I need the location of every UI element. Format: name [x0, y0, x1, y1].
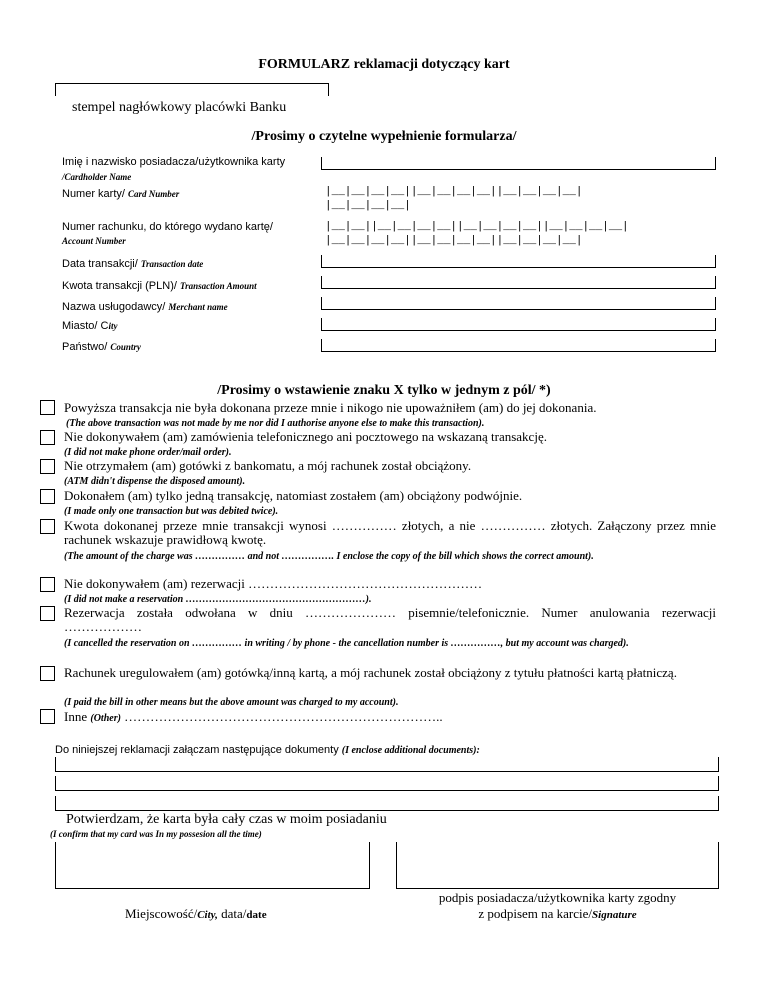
option-7-text: Rezerwacja została odwołana w dniu ………………… pisemnie/telefonicznie. Numer anulowania rezerwacji ………………	[64, 605, 716, 634]
form-title: FORMULARZ reklamacji dotyczący kart	[258, 57, 510, 72]
option-9-checkbox[interactable]	[40, 709, 55, 724]
option-1-checkbox[interactable]	[40, 400, 55, 415]
option-5-text: Kwota dokonanej przeze mnie transakcji wynosi …………… złotych, a nie …………… złotych. Załączony przez mnie rachunek wskazuje prawidłową kwotę.	[64, 518, 716, 547]
option-6-checkbox[interactable]	[40, 577, 55, 592]
attachment-line-1[interactable]	[55, 757, 719, 772]
option-7-text-en: (I cancelled the reservation on …………… in writing / by phone - the cancellation number is ……………, but my account was charged).	[64, 638, 629, 649]
signature-line-2: z podpisem na karcie/Signature	[478, 906, 637, 921]
option-3-text: Nie otrzymałem (am) gotówki z bankomatu, a mój rachunek został obciążony.	[64, 458, 472, 473]
option-2-text-en: (I did not make phone order/mail order).	[64, 447, 232, 458]
date-field[interactable]	[321, 255, 716, 268]
option-1-text-en: (The above transaction was not made by me nor did I authorise anyone else to make this transaction).	[66, 418, 485, 429]
option-1-text: Powyższa transakcja nie była dokonana przeze mnie i nikogo nie upoważniłem (am) do jej dokonania.	[64, 400, 597, 415]
card-number-digits[interactable]: |__|__|__|__||__|__|__|__||__|__|__|__|	[325, 186, 583, 198]
cardholder-field[interactable]	[321, 157, 716, 170]
option-4-checkbox[interactable]	[40, 489, 55, 504]
merchant-field[interactable]	[321, 297, 716, 310]
option-8-checkbox[interactable]	[40, 666, 55, 681]
option-9-text: Inne (Other) ………………………………………………………………..	[64, 709, 443, 724]
option-5-text-en: (The amount of the charge was …………… and not ……………. I enclose the copy of the bill which shows the correct amount).	[64, 551, 594, 562]
card-number-label: Numer karty/ Card Number	[62, 188, 180, 200]
option-8-text-en: (I paid the bill in other means but the above amount was charged to my account).	[64, 697, 399, 708]
option-5-checkbox[interactable]	[40, 519, 55, 534]
option-4-text: Dokonałem (am) tylko jedną transakcję, natomiast zostałem (am) obciążony podwójnie.	[64, 488, 523, 503]
city-field[interactable]	[321, 318, 716, 331]
country-field[interactable]	[321, 339, 716, 352]
city-label: Miasto/ City	[62, 320, 118, 332]
option-3-text-en: (ATM didn't dispense the disposed amount).	[64, 476, 246, 487]
option-7-checkbox[interactable]	[40, 606, 55, 621]
stamp-label: stempel nagłówkowy placówki Banku	[72, 100, 287, 115]
confirm-text-en: (I confirm that my card was In my possesion all the time)	[50, 829, 262, 839]
account-label-en: Account Number	[62, 236, 126, 246]
merchant-label: Nazwa usługodawcy/ Merchant name	[62, 301, 228, 313]
account-label: Numer rachunku, do którego wydano kartę/	[62, 221, 273, 233]
date-label: Data transakcji/ Transaction date	[62, 258, 204, 270]
cardholder-label-en: /Cardholder Name	[62, 172, 132, 182]
option-2-checkbox[interactable]	[40, 430, 55, 445]
card-number-digits-2[interactable]: |__|__|__|__|	[325, 200, 411, 212]
place-date-label: Miejscowość/City, data/date	[125, 906, 267, 921]
attachment-line-2[interactable]	[55, 776, 719, 791]
attachment-line-3[interactable]	[55, 796, 719, 811]
signature-box[interactable]	[396, 842, 719, 889]
attachments-label: Do niniejszej reklamacji załączam następujące dokumenty (I enclose additional documents):	[55, 744, 480, 756]
account-digits[interactable]: |__|__||__|__|__|__||__|__|__|__||__|__|__|__|	[325, 221, 629, 233]
option-8-text: Rachunek uregulowałem (am) gotówką/inną kartą, a mój rachunek został obciążony z tytułu płatności kartą płatniczą.	[64, 665, 677, 680]
signature-line-1: podpis posiadacza/użytkownika karty zgodny	[438, 890, 677, 905]
form-subtitle: /Prosimy o czytelne wypełnienie formularza/	[251, 129, 517, 144]
place-date-box[interactable]	[55, 842, 370, 889]
amount-label: Kwota transakcji (PLN)/ Transaction Amount	[62, 280, 257, 292]
account-digits-2[interactable]: |__|__|__|__||__|__|__|__||__|__|__|__|	[325, 235, 583, 247]
option-6-text: Nie dokonywałem (am) rezerwacji ………………………………………………	[64, 576, 483, 591]
options-title: /Prosimy o wstawienie znaku X tylko w jednym z pól/ *)	[217, 383, 551, 398]
cardholder-label: Imię i nazwisko posiadacza/użytkownika karty	[62, 156, 286, 168]
amount-field[interactable]	[321, 276, 716, 289]
confirm-text: Potwierdzam, że karta była cały czas w moim posiadaniu	[66, 812, 387, 827]
option-6-text-en: (I did not make a reservation ………………………………………………).	[64, 594, 372, 605]
option-2-text: Nie dokonywałem (am) zamówienia telefonicznego ani pocztowego na wskazaną transakcję.	[64, 429, 547, 444]
stamp-area	[55, 83, 329, 96]
country-label: Państwo/ Country	[62, 341, 141, 353]
signature-label	[395, 890, 720, 923]
option-4-text-en: (I made only one transaction but was debited twice).	[64, 506, 279, 517]
option-3-checkbox[interactable]	[40, 459, 55, 474]
